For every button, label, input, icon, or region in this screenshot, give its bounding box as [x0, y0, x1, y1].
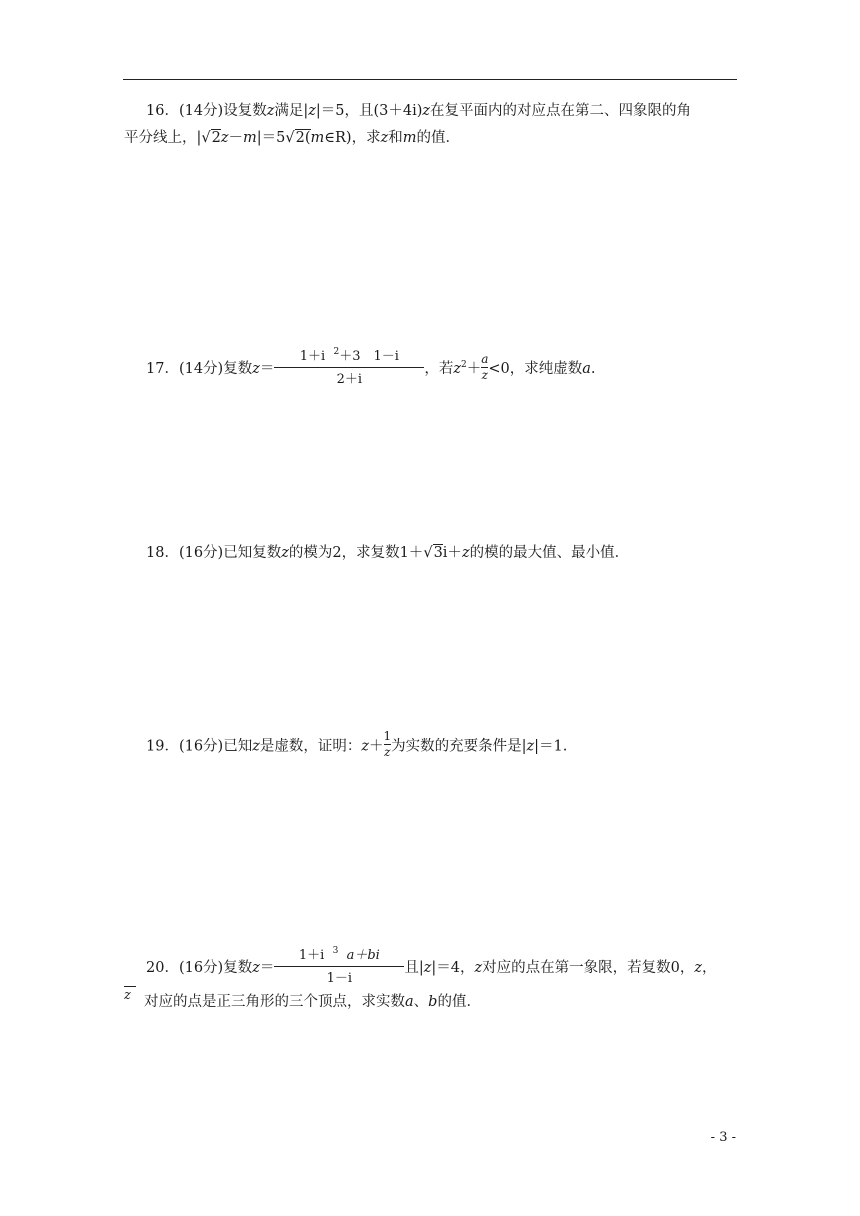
text: 1＋i — [299, 349, 326, 364]
var-z: z — [220, 130, 229, 146]
text: ＋3 1－i — [339, 349, 399, 364]
text: 2 — [333, 347, 340, 357]
var-a: a — [405, 994, 414, 1010]
var-z: z — [423, 960, 432, 976]
sqrt-arg: 3 — [433, 545, 443, 561]
problem-18-lead: 18．(16分)已知复数 — [146, 545, 282, 561]
var-z: z — [252, 361, 260, 377]
text: 的模的最大值、最小值． — [469, 545, 630, 561]
denominator: z — [384, 745, 391, 759]
var-z: z — [252, 738, 260, 755]
var-z: z — [461, 545, 470, 561]
var-z: z — [474, 960, 483, 976]
problem-17 — [146, 347, 596, 391]
sqrt-icon: √ — [285, 130, 295, 146]
problem-16 — [146, 99, 691, 123]
denominator: z — [481, 367, 488, 382]
problem-20-lead: 20．(16分)复数 — [146, 960, 253, 976]
var-z: z — [124, 988, 131, 1003]
var-z: z — [266, 103, 275, 119]
problem-19 — [146, 731, 567, 762]
fraction — [274, 943, 404, 987]
text: 对应的点在第一象限，若复数0， — [482, 960, 695, 976]
problem-17-lead: 17．(14分)复数 — [146, 361, 253, 377]
var-z: z — [453, 361, 461, 377]
denominator: 2＋i — [336, 372, 363, 387]
numerator: a — [481, 351, 489, 366]
text: 2 — [211, 130, 221, 146]
var-b: b — [428, 994, 438, 1010]
conjugate-z — [124, 986, 136, 1003]
problem-20-line2 — [144, 990, 481, 1014]
text: |＝5 — [256, 130, 286, 146]
var-m: m — [243, 130, 257, 146]
text: ，若 — [424, 361, 454, 377]
var-z: z — [380, 130, 389, 146]
text: 是虚数，证明： — [259, 738, 362, 755]
text: ∈R)，求 — [324, 130, 381, 146]
text: ， — [702, 960, 717, 976]
var-z: z — [694, 960, 703, 976]
var-m: m — [402, 130, 417, 146]
text: 3 — [332, 946, 339, 956]
text: |＝4， — [431, 960, 475, 976]
var-z: z — [252, 960, 260, 976]
var-m: m — [310, 130, 325, 146]
text: 和 — [388, 130, 403, 146]
text: 为实数的充要条件是| — [391, 738, 527, 755]
denominator: 1－i — [326, 971, 353, 986]
text: 且| — [404, 960, 424, 976]
sqrt-icon: √ — [201, 130, 211, 146]
text: |＝1. — [534, 738, 568, 755]
numerator — [274, 344, 424, 368]
fraction — [384, 729, 392, 760]
sqrt-icon: √ — [423, 545, 433, 561]
problem-16-line2 — [124, 126, 460, 150]
text: . — [590, 361, 596, 377]
sqrt-arg — [211, 129, 221, 146]
text: 1＋i — [298, 948, 325, 963]
text: ＝ — [259, 960, 275, 976]
fraction — [481, 352, 488, 383]
var-z: z — [422, 103, 431, 119]
header-rule — [123, 79, 737, 80]
text: － — [228, 130, 244, 146]
text: 2 — [461, 360, 467, 370]
text: 对应的点是正三角形的三个顶点，求实数 — [144, 994, 405, 1010]
var-z: z — [308, 103, 316, 119]
problem-19-lead: 19．(16分)已知 — [146, 738, 253, 755]
text: <0，求纯虚数 — [488, 361, 583, 377]
text: 的模为2，求复数1＋ — [288, 545, 424, 561]
problem-20 — [146, 946, 717, 990]
text: ＋ — [369, 738, 384, 755]
text: 的值． — [437, 994, 481, 1010]
problem-18 — [146, 541, 629, 565]
text: 在复平面内的对应点在第二、四象限的角 — [430, 103, 692, 119]
page-number: - 3 - — [710, 1130, 736, 1145]
text: 、 — [413, 994, 429, 1010]
text: 满足| — [274, 103, 309, 119]
sqrt-arg: 2( — [295, 130, 311, 146]
numerator: 1 — [383, 729, 392, 743]
var-a: a — [582, 361, 591, 377]
text: i＋ — [442, 545, 462, 561]
conjugate-bar — [124, 986, 136, 987]
text: |＝5，且(3＋4i) — [315, 103, 423, 119]
var-z: z — [526, 738, 535, 755]
text: ＋ — [466, 361, 482, 377]
text: a＋bi — [346, 948, 380, 963]
problem-16-lead: 16．(14分)设复数 — [146, 103, 267, 119]
var-z: z — [361, 738, 369, 755]
numerator — [274, 943, 404, 967]
text: ＝ — [259, 361, 275, 377]
fraction — [274, 344, 424, 388]
var-z: z — [281, 545, 289, 561]
text: 的值． — [416, 130, 460, 146]
text: 平分线上，| — [124, 130, 202, 146]
